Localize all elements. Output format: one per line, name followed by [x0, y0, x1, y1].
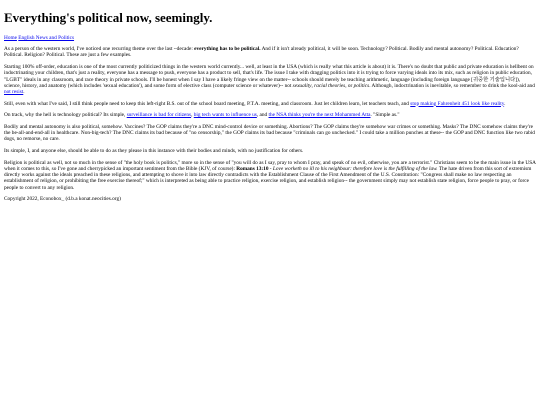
autonomy-paragraph: Bodily and mental autonomy is also political, somehow. Vaccines? The GOP claims they're a DNC mind-control device or something. Abortions? The GOP claims they're somehow war crimes or something. Masks? The DNC somehow claims they're the be-all-and-end-all in healthcare. Non-big-tech? The DNC claims its bad because of "no censorship," the GOP claims its bad because "criminals can go unchecked." I could take a million punches at these-- the GOP and DNC function like two rabid dogs, no remorse, no care. — [4, 124, 535, 143]
education-text: Starting 100% off-order, education is one of the most currently politicized things in the western world currently... well, at least in the USA (which is really what this article is about) it is. There's no doubt that public and private education is hellbent on indoctrinating your children, that's just a reality, everyone has a message to push, everyone has a product to sell, that's life. The issue I take with dragging politics into it is trying to force varying ideals into its mix, such as religion in public education, "LGBT" ideals in any classroom, and race theory in private schools. I'll be honest when I say I have a likely fringe view on the matter-- schools should merely be teaching arithmetic, language (including foreign language [귀중한 기술입니다]), science, history, and anatomy (which includes 'sexual education'), and some form of elective class (computer science or whatever)-- not — [4, 64, 534, 89]
education-sep-1: , — [311, 82, 315, 89]
section-link[interactable]: English News and Politics — [18, 35, 75, 41]
school-board-paragraph — [4, 101, 536, 107]
technology-paragraph — [4, 112, 536, 118]
school-board-end: . — [504, 100, 506, 107]
fahrenheit-link[interactable]: stop making Fahrenheit 451 look like reality — [410, 100, 505, 107]
technology-end: . "Simple as." — [370, 112, 400, 119]
nsa-link[interactable]: the NSA thinks you're the next Mohammed Atta — [268, 112, 371, 119]
intro-text-rest: And if it isn't already political, it will be soon. Technology? Political. Bodily and mental autonomy? Political. Education? Political. Religion? Political. These are just a few examples. — [4, 46, 519, 59]
simple-paragraph: Its simple, I, and anyone else, should be able to do as they please in this instance with their bodies and minds, with no justification for others. — [4, 148, 304, 155]
education-paragraph — [4, 64, 536, 95]
page-title: Everything's political now, seemingly. — [4, 10, 213, 25]
romans-quote: Love worketh no ill to his neighbour: therefore love is the fulfilling of the law. — [272, 166, 438, 173]
intro-paragraph — [4, 46, 536, 58]
big-tech-link[interactable]: big tech wants to influence us — [193, 112, 257, 119]
religion-text-rest: The hate driven from this sort of extremism directly works against the ideals preached in these religions, and attempting to shove it into law directly contradicts with the Establishment Clause of the First Amendment of the U.S. Constitution: "Congress shall make no law respecting an establishment of religion, or prohibiting the free exercise thereof;" which is interpreted as being able to practice religion, exercise religion, and establish religion-- the government simply may not establish state religion, force people to pray, or force people to convert to any religion. — [4, 166, 532, 191]
technology-text: On track, why the hell is technology political? Its simple, — [4, 112, 127, 119]
technology-sep-1: , — [191, 112, 194, 119]
education-text-rest: . Although, indoctrination is inevitable, so remember to drink the kool-aid and — [369, 82, 535, 89]
education-italic-sexuality: sexuality — [292, 82, 312, 89]
technology-sep-2: , and — [256, 112, 269, 119]
education-end: . — [23, 88, 25, 95]
intro-text: As a person of the western world, I've noticed one recurring theme over the last ~decade: — [4, 46, 195, 53]
school-board-text: Still, even with what I've said, I still think people need to keep this left-right B.S. out of the school board meeting, P.T.A. meeting, and classroom. Just let children learn, let teachers teach, and — [4, 100, 411, 107]
education-sep-2: , or — [345, 82, 354, 89]
romans-reference: Romans 13:10 — [236, 166, 269, 173]
breadcrumb — [4, 35, 536, 41]
religion-dash: - — [268, 166, 273, 173]
education-italic-racial: racial theories — [314, 82, 346, 89]
home-link[interactable]: Home — [4, 35, 17, 41]
religion-paragraph — [4, 160, 536, 191]
surveillance-link[interactable]: surveillance is bad for citizens — [126, 112, 192, 119]
intro-emphasis: everything has to be political. — [194, 46, 261, 53]
religion-text: Religion is political as well, not so much in the sense of "the holy book is politics," more so in the sense of "you will do as I say, pray to whom I pray, and speak of no evil, otherwise, you are a terrorist." Christians seem to be the main issue in the USA when it comes to this, so I've gone and cherrypicked an important sentiment from the Bible (KJV, of course): — [4, 159, 536, 173]
not-resist-link[interactable]: not resist — [4, 88, 24, 95]
copyright: Copyright 2022, Econobox_ (d.b.a konat.neocities.org) — [4, 196, 121, 203]
education-italic-politics: politics — [353, 82, 370, 89]
